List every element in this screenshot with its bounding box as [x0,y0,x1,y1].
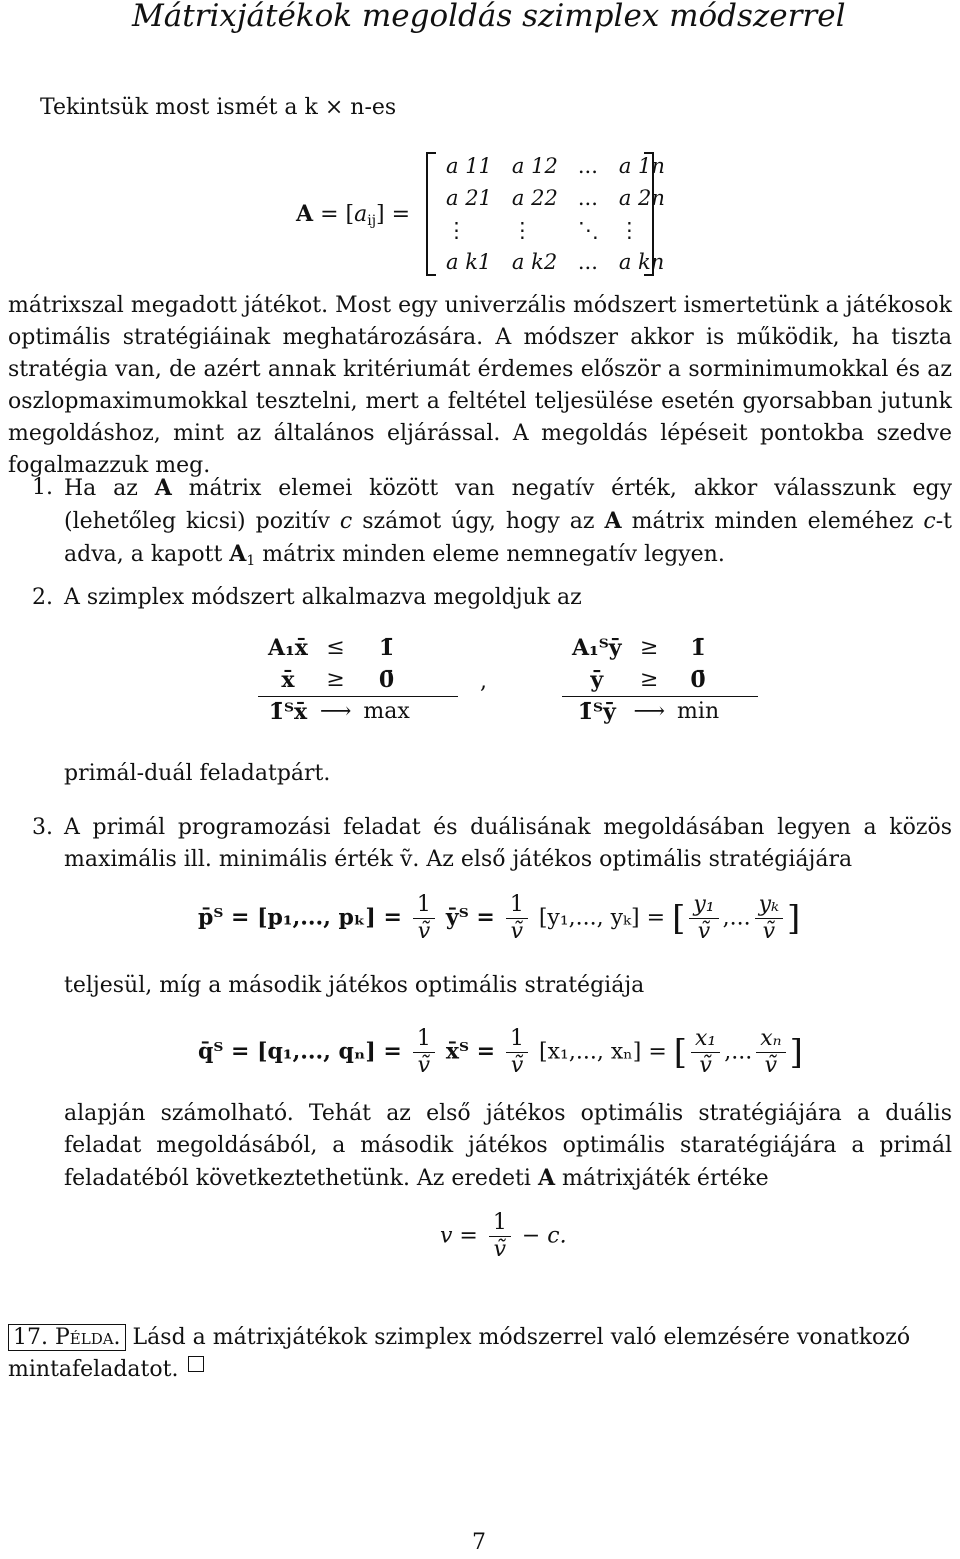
primal-lp [262,632,416,728]
fraction: $\frac{1}{\text{ṽ}}$ [489,1210,511,1263]
step-1-text: Ha az A mátrix elemei között van negatív érték, akkor válasszunk egy (lehetőleg kicsi) pozitív c számot úgy, hogy az A mátrix minden eleméhez c-t adva, a kapott $A_1$ mátrix minden eleme nemnegatív legyen. [64,475,953,569]
matrix-lhs: $A = [a_{ij}]$ = [296,201,411,229]
lp-row: A₁ᵀȳ ≥ 1̄ [572,635,706,661]
value-equation: v = $\frac{1}{\text{ṽ}}$ − c. [440,1210,567,1262]
dual-lp [566,632,725,728]
fraction: $\frac{\text{xₙ}}{\text{ṽ}}$ [756,1026,785,1079]
matrix-row: ⋮ ⋮ ⋱ ⋮ [446,218,640,242]
step-3-mid: teljesül, míg a második játékos optimális stratégiája [64,973,645,998]
example-label: 17. Példa. [8,1324,126,1351]
matrix-row: a 21 a 22 ... a 2n [446,186,665,210]
fraction: $\frac{1}{\text{ṽ}}$ [413,1026,435,1079]
paragraph-method: mátrixszal megadott játékot. Most egy univerzális módszert ismertetünk a játékosok optimális stratégiáinak meghatározására. A módszer akkor is működik, ha tiszta stratégia van, de azért annak kritériumát érdemes először a sorminimumokkal és az oszlopmaximumokkal tesztelni, mert a feltétel teljesülése esetén gyorsabban jutunk megoldáshoz, mint az általános eljárással. A megoldás lépéseit pontokba szedve fogalmazzuk meg. [8,293,952,478]
lp-row: 1̄ᵀȳ ⟶ min [577,699,720,725]
page-number: 7 [472,1530,486,1555]
page-title: Mátrixjátékok megoldás szimplex módszerrel [132,0,846,34]
equation-p: p̄ᵀ = [p₁,..., pₖ] = $\frac{1}{\text{ṽ}}$ ȳᵀ = $\frac{1}{\text{ṽ}}$ [y₁,..., yₖ] = [ $\frac{\text{y₁}}{\text{ṽ}}$ ,... $\frac{\text{yₖ}}{\text{ṽ}}$ ] [198,892,801,944]
fraction: $\frac{1}{\text{ṽ}}$ [506,1026,528,1079]
lp-row: A₁x̄ ≤ 1̄ [268,635,395,661]
lp-row: ȳ ≥ 0̄ [590,667,706,693]
matrix-row: a 11 a 12 ... a 1n [446,154,665,178]
fraction: $\frac{\text{y₁}}{\text{ṽ}}$ [689,892,718,945]
fraction: $\frac{1}{\text{ṽ}}$ [413,892,435,945]
fraction: $\frac{\text{yₖ}}{\text{ṽ}}$ [755,892,783,945]
step-3-end: alapján számolható. Tehát az első játékos optimális stratégiájára a duális feladat megoldásából, a második játékos optimális staratégiájára a primál feladatéból következtethetünk. Az eredeti A mátrixjáték értéke [64,1101,952,1191]
lp-row: x̄ ≥ 0̄ [281,667,395,693]
fraction: $\frac{1}{\text{ṽ}}$ [506,892,528,945]
example-text: Lásd a mátrixjátékok szimplex módszerrel való elemzésére vonatkozó mintafeladatot. [8,1325,911,1382]
lp-row: 1̄ᵀx̄ ⟶ max [268,699,410,725]
lp-comma: , [480,669,487,694]
matrix-left-bracket [426,152,436,276]
step-3-text: A primál programozási feladat és duálisának megoldásában legyen a közös maximális ill. minimális érték ṽ. Az első játékos optimális stratégiájára [64,815,952,872]
matrix-table [436,150,675,278]
step-2-number: 2. [32,585,53,610]
step-2-after: primál-duál feladatpárt. [64,761,331,786]
primal-separator [258,696,458,697]
intro-text: Tekintsük most ismét a k × n-es [40,95,397,120]
dual-separator [562,696,758,697]
example-block [8,1322,954,1386]
equation-q: q̄ᵀ = [q₁,..., qₙ] = $\frac{1}{\text{ṽ}}$ x̄ᵀ = $\frac{1}{\text{ṽ}}$ [x₁,..., xₙ] = [ $\frac{\text{x₁}}{\text{ṽ}}$ ,... $\frac{\text{xₙ}}{\text{ṽ}}$ ] [198,1026,803,1078]
step-3-number: 3. [32,815,53,840]
step-1-number: 1. [32,475,53,500]
fraction: $\frac{\text{x₁}}{\text{ṽ}}$ [691,1026,720,1079]
matrix-row: a k1 a k2 ... a kn [446,250,665,274]
step-2-text: A szimplex módszert alkalmazva megoldjuk az [64,585,582,610]
qed-box-icon [188,1356,204,1372]
